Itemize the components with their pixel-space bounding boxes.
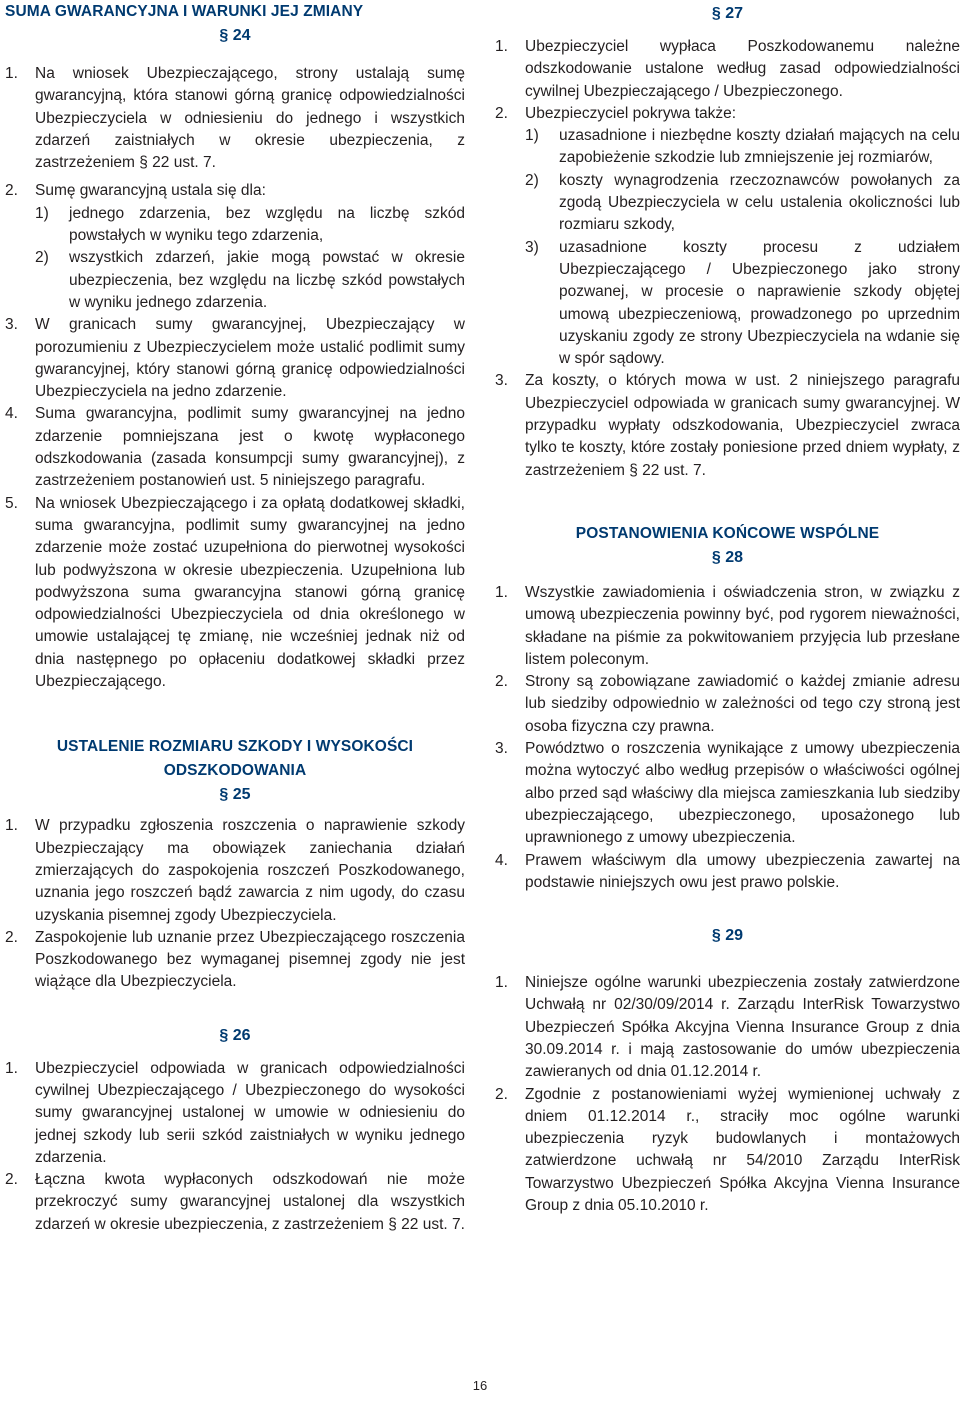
item-text: Ubezpieczyciel wypłaca Poszkodowanemu należne odszkodowanie ustalone według zasad odpowiedzialności cywilnej Ubezpieczającego / Ubezpieczonego. (525, 38, 960, 100)
item-text: Za koszty, o których mowa w ust. 2 niniejszego paragrafu Ubezpieczyciel odpowiada w granicach sumy gwarancyjnej. W przypadku wypłaty odszkodowania, Ubezpieczyciel zwraca tylko te koszty, które zostały poniesione przed dniem wypłaty, z zastrzeżeniem § 22 ust. 7. (525, 372, 960, 479)
sub-item (35, 247, 465, 314)
page-number: 16 (472, 1378, 488, 1393)
paragraph-number: § 26 (219, 1026, 251, 1044)
item-number: 2. (495, 1085, 508, 1103)
sub-item-text: uzasadnione koszty procesu z udziałem Ubezpieczającego / Ubezpieczonego jako strony pozwanej, w procesie o naprawienie szkody objętej umową ubezpieczeniową, prowadzonego po uprzednim uzyskaniu zgody ze strony Ubezpieczyciela na wdanie się w spór sądowy. (559, 238, 960, 368)
sub-item-number: 1) (525, 127, 539, 145)
paragraph-number: § 27 (711, 5, 744, 22)
sub-item-text: jednego zdarzenia, bez względu na liczbę szkód powstałych w wyniku tego zdarzenia, (69, 204, 465, 245)
item-number: 4. (495, 851, 508, 869)
list-item (5, 314, 465, 403)
list-item (495, 370, 960, 481)
list-item (495, 738, 960, 849)
list-item (5, 815, 465, 926)
item-number: 2. (5, 928, 18, 946)
item-text: Łączna kwota wypłaconych odszkodowań nie może przekroczyć sumy gwarancyjnej ustalonej dla wszystkich zdarzeń w okresie ubezpieczenia, z zastrzeżeniem § 22 ust. 7. (35, 1171, 465, 1233)
item-number: 1. (495, 38, 508, 55)
list-item (495, 1084, 960, 1218)
item-text: Suma gwarancyjna, podlimit sumy gwarancyjnej na jedno zdarzenie pomniejszana jest o kwotę wypłaconego odszkodowania (zasada konsumpcji sumy gwarancyjnej), z zastrzeżeniem postanowień ust. 5 niniejszego paragrafu. (35, 405, 465, 490)
list-item (495, 103, 960, 371)
item-number: 2. (495, 673, 508, 691)
sub-item (525, 125, 960, 170)
sub-item (525, 170, 960, 237)
item-text: Na wniosek Ubezpieczającego i za opłatą dodatkowej składki, suma gwarancyjna, podlimit sumy gwarancyjnej na jedno zdarzenie może zostać uzupełniona do pierwotnej wysokości lub podwyższona w okresie ubezpieczenia. Uzupełniona lub podwyższona suma gwarancyjna stanowi górną granicę odpowiedzialności Ubezpieczyciela od dnia określonego w umowie ustalającej tę zmianę, nie wcześniej jednak niż od dnia następnego po opłaceniu dodatkowej składki przez Ubezpieczającego. (35, 494, 465, 691)
left-column (5, 0, 465, 1236)
list-item (5, 1058, 465, 1169)
item-text: Zaspokojenie lub uznanie przez Ubezpieczającego roszczenia Poszkodowanego bez wymaganej pisemnej zgody nie jest wiążące dla Ubezpieczyciela. (35, 928, 465, 991)
item-number: 2. (495, 104, 508, 122)
list-item (5, 927, 465, 994)
paragraph-number: § 24 (219, 27, 251, 44)
item-number: 1. (5, 65, 18, 82)
section-heading: SUMA GWARANCYJNA I WARUNKI JEJ ZMIANY (5, 3, 364, 20)
list-item (495, 972, 960, 1083)
list-item (495, 850, 960, 895)
list-item (5, 63, 465, 174)
list-item (5, 493, 465, 694)
item-number: 2. (5, 1171, 18, 1189)
sub-item (525, 237, 960, 371)
item-number: 3. (495, 740, 508, 758)
sub-item-text: uzasadnione i niezbędne koszty działań mających na celu zapobieżenie szkodzie lub zmniejszenie jej rozmiarów, (559, 127, 960, 167)
item-number: 1. (495, 583, 508, 601)
item-text: Strony są zobowiązane zawiadomić o każdej zmianie adresu lub siedziby odpowiednio w zależności od tego czy stroną jest osoba fizyczna czy prawna. (525, 673, 960, 735)
item-text: Sumę gwarancyjną ustala się dla: (35, 182, 266, 200)
item-text: W granicach sumy gwarancyjnej, Ubezpieczający w porozumieniu z Ubezpieczycielem może ustalić podlimit sumy gwarancyjnej, który stanowi górną granicę odpowiedzialności Ubezpieczyciela na jedno zdarzenie. (35, 316, 465, 401)
section-heading: POSTANOWIENIA KOŃCOWE WSPÓLNE (575, 524, 880, 542)
item-number: 2. (5, 182, 18, 200)
sub-item (35, 203, 465, 248)
sub-item-text: koszty wynagrodzenia rzeczoznawców powołanych za zgodą Ubezpieczyciela w celu ustalenia okoliczności lub rozmiaru szkody, (559, 171, 960, 234)
list-item (5, 403, 465, 492)
item-text: Ubezpieczyciel pokrywa także: (525, 104, 737, 122)
list-item (5, 180, 465, 314)
item-text: Niniejsze ogólne warunki ubezpieczenia zostały zatwierdzone Uchwałą nr 02/30/09/2014 r. Zarządu InterRisk Towarzystwo Ubezpieczeń Spółka Akcyjna Vienna Insurance Group z dnia 30.09.2014 r. i mają zastosowanie do umów ubezpieczenia zawieranych od dnia 01.12.2014 r. (525, 974, 960, 1081)
sub-item-number: 1) (35, 204, 49, 222)
sub-item-number: 2) (35, 249, 49, 267)
section-heading: USTALENIE ROZMIARU SZKODY I WYSOKOŚCI (56, 738, 414, 756)
list-item (495, 671, 960, 738)
list-item (5, 1169, 465, 1236)
item-text: W przypadku zgłoszenia roszczenia o naprawienie szkody Ubezpieczający ma obowiązek zaniechania działań zmierzających do zaspokojenia roszczeń Poszkodowanego, uznania jego roszczeń bądź zawarcia z nim ugody, do czasu uzyskania pisemnej zgody Ubezpieczyciela. (35, 817, 465, 924)
list-item (495, 36, 960, 103)
item-text: Wszystkie zawiadomienia i oświadczenia stron, w związku z umową ubezpieczenia powinny być, pod rygorem nieważności, składane na piśmie za pokwitowaniem przyjęcia lub przesłane listem poleconym. (525, 583, 960, 668)
item-text: Ubezpieczyciel odpowiada w granicach odpowiedzialności cywilnej Ubezpieczającego / Ubezpieczonego do wysokości sumy gwarancyjnej ustalonej w umowie w odniesieniu do jednej szkody lub serii szkód zaistniałych w wyniku jednego zdarzenia. (35, 1059, 465, 1166)
item-number: 4. (5, 405, 18, 423)
item-text: Powództwo o roszczenia wynikające z umowy ubezpieczenia można wytoczyć albo według przepisów o właściwości ogólnej albo przed sąd właściwy dla miejsca zamieszkania lub siedziby ubezpieczającego, ubezpieczonego, uposażonego lub uprawnionego z umowy ubezpieczenia. (525, 740, 960, 847)
item-number: 1. (5, 817, 18, 835)
sub-item-number: 2) (525, 171, 539, 189)
item-number: 3. (495, 372, 508, 390)
paragraph-number: § 28 (711, 548, 744, 566)
sub-item-number: 3) (525, 238, 539, 256)
item-text: Na wniosek Ubezpieczającego, strony ustalają sumę gwarancyjną, która stanowi górną granicę odpowiedzialności Ubezpieczyciela w odniesieniu do jednego i wszystkich zdarzeń zaistniałych w okresie ubezpieczenia, z zastrzeżeniem § 22 ust. 7. (35, 65, 465, 172)
right-column (495, 0, 960, 1217)
item-number: 5. (5, 494, 18, 512)
section-heading: ODSZKODOWANIA (163, 762, 307, 780)
sub-item-text: wszystkich zdarzeń, jakie mogą powstać w okresie ubezpieczenia, bez względu na liczbę szkód powstałych w wyniku jednego zdarzenia. (69, 249, 465, 311)
item-number: 1. (495, 974, 508, 992)
list-item (495, 582, 960, 671)
item-number: 3. (5, 316, 18, 334)
paragraph-number: § 25 (219, 786, 251, 804)
item-number: 1. (5, 1059, 18, 1077)
item-text: Prawem właściwym dla umowy ubezpieczenia zawartej na podstawie niniejszych owu jest prawo polskie. (525, 851, 960, 891)
paragraph-number: § 29 (711, 927, 744, 945)
item-text: Zgodnie z postanowieniami wyżej wymienionej uchwały z dniem 01.12.2014 r., straciły moc ogólne warunki ubezpieczenia ryzyk budowlanych i montażowych zatwierdzone uchwałą nr 54/2010 Zarządu InterRisk Towarzystwo Ubezpieczeń Spółka Akcyjna Vienna Insurance Group z dnia 05.10.2010 r. (525, 1085, 960, 1215)
